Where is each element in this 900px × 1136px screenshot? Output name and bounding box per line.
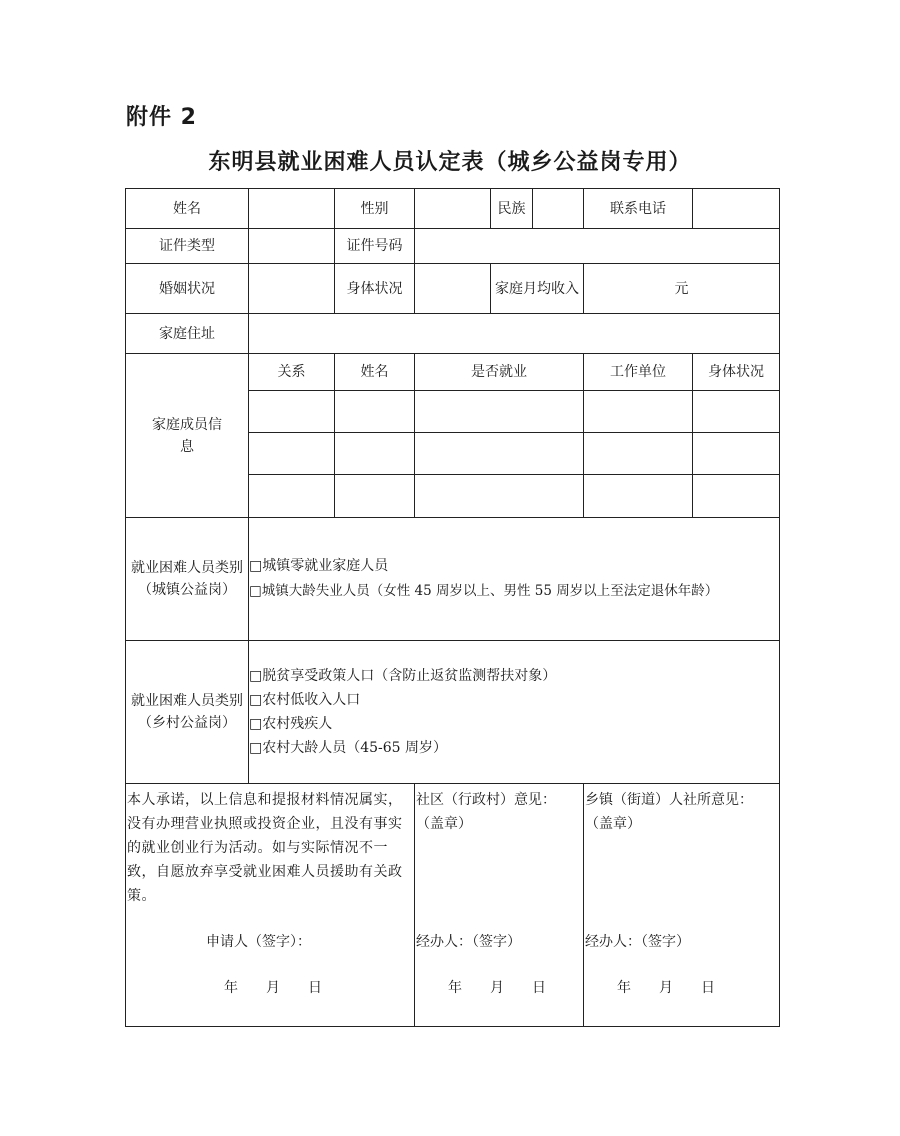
income-label: 家庭月均收入 xyxy=(495,280,579,297)
id-type-field[interactable] xyxy=(249,229,334,263)
rural-option-disabled[interactable]: □农村残疾人 xyxy=(249,716,333,732)
township-seal: （盖章） xyxy=(585,816,641,832)
ethnicity-label: 民族 xyxy=(497,200,526,217)
marital-field[interactable] xyxy=(249,264,334,313)
rural-option-low-income[interactable]: □农村低收入人口 xyxy=(249,692,361,708)
family-col-name: 姓名 xyxy=(360,364,389,380)
community-opinion-title: 社区（行政村）意见： xyxy=(416,792,556,808)
ethnicity-field[interactable] xyxy=(533,189,583,228)
phone-label: 联系电话 xyxy=(610,200,666,217)
address-label: 家庭住址 xyxy=(159,325,215,342)
row-divider xyxy=(248,390,780,391)
page-title: 东明县就业困难人员认定表（城乡公益岗专用） xyxy=(208,150,692,175)
family-col-relation: 关系 xyxy=(277,364,306,380)
urban-category-label: 就业困难人员类别（城镇公益岗） xyxy=(131,560,243,598)
rural-option-poverty[interactable]: □脱贫享受政策人口（含防止返贫监测帮扶对象） xyxy=(249,668,557,684)
urban-option-older-unemployed[interactable]: □城镇大龄失业人员（女性 45 周岁以上、男性 55 周岁以上至法定退休年龄） xyxy=(249,583,719,599)
health-label: 身体状况 xyxy=(346,280,403,297)
attachment-label: 附件 2 xyxy=(126,105,197,130)
id-number-field[interactable] xyxy=(415,229,779,263)
family-label: 家庭成员信息 xyxy=(152,416,222,455)
community-date: 年 月 日 xyxy=(448,980,546,996)
table-border-bottom xyxy=(125,1026,780,1027)
id-number-label: 证件号码 xyxy=(346,238,403,254)
township-signature-label: 经办人：（签字） xyxy=(585,934,690,950)
row-divider xyxy=(248,432,780,433)
rural-category-label: 就业困难人员类别（乡村公益岗） xyxy=(131,693,243,731)
phone-field[interactable] xyxy=(693,189,779,228)
family-col-employer: 工作单位 xyxy=(610,364,666,380)
family-col-health: 身体状况 xyxy=(708,364,764,380)
col-divider xyxy=(490,263,491,313)
applicant-signature-label: 申请人（签字）： xyxy=(206,934,311,950)
health-field[interactable] xyxy=(415,264,490,313)
col-divider xyxy=(583,783,584,1026)
township-opinion-title: 乡镇（街道）人社所意见： xyxy=(585,792,753,808)
family-col-employed: 是否就业 xyxy=(471,364,527,380)
gender-label: 性别 xyxy=(360,200,389,217)
applicant-date: 年 月 日 xyxy=(224,980,322,996)
gender-field[interactable] xyxy=(415,189,490,228)
name-label: 姓名 xyxy=(173,200,201,217)
township-date: 年 月 日 xyxy=(617,980,715,996)
income-unit: 元 xyxy=(674,280,689,297)
community-signature-label: 经办人：（签字） xyxy=(416,934,521,950)
col-divider xyxy=(414,783,415,1026)
marital-label: 婚姻状况 xyxy=(159,280,215,297)
urban-option-zero-employment[interactable]: □城镇零就业家庭人员 xyxy=(249,558,389,574)
row-divider xyxy=(248,474,780,475)
name-field[interactable] xyxy=(249,189,334,228)
table-border-right xyxy=(779,188,780,1027)
address-field[interactable] xyxy=(249,314,779,353)
rural-option-older[interactable]: □农村大龄人员（45-65 周岁） xyxy=(249,740,448,756)
row-divider xyxy=(125,783,780,784)
id-type-label: 证件类型 xyxy=(159,238,215,254)
commitment-text: 本人承诺，以上信息和提报材料情况属实，没有办理营业执照或投资企业，且没有事实的就业创业行为活动。如与实际情况不一致，自愿放弃享受就业困难人员援助有关政策。 xyxy=(127,792,403,904)
community-seal: （盖章） xyxy=(416,816,472,832)
